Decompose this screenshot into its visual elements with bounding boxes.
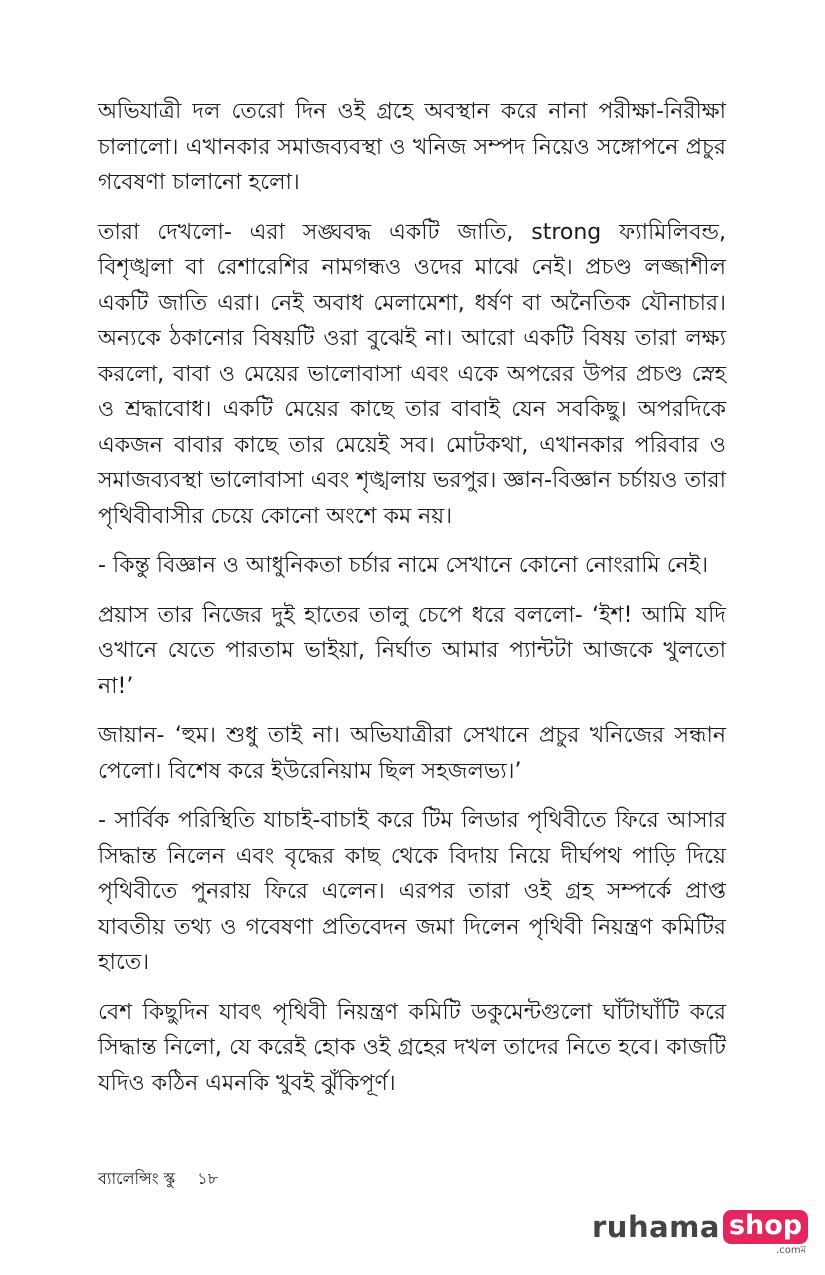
logo-domain-text: .comম [776, 1245, 807, 1256]
paragraph-4: প্রয়াস তার নিজের দুই হাতের তালু চেপে ধরে বললো- ‘ইশ! আমি যদি ওখানে যেতে পারতাম ভাইয়া, নির্ঘাত আমার প্যান্টটা আজকে খুলতো না!’ [98, 602, 726, 699]
paragraph-2: তারা দেখলো- এরা সঙ্ঘবদ্ধ একটি জাতি, strong ফ্যামিলিবন্ড, বিশৃঙ্খলা বা রেশারেশির নামগন্ধও ওদের মাঝে নেই। প্রচণ্ড লজ্জাশীল একটি জাতি এরা। নেই অবাধ মেলামেশা, ধর্ষণ বা অনৈতিক যৌনাচার। অন্যকে ঠকানোর বিষয়টি ওরা বুঝেই না। আরো একটি বিষয় তারা লক্ষ্য করলো, বাবা ও মেয়ের ভালোবাসা এবং একে অপরের উপর প্রচণ্ড স্নেহ ও শ্রদ্ধাবোধ। একটি মেয়ের কাছে তার বাবাই যেন সবকিছু। অপরদিকে একজন বাবার কাছে তার মেয়েই সব। মোটকথা, এখানকার পরিবার ও সমাজব্যবস্থা ভালোবাসা এবং শৃঙ্খলায় ভরপুর। জ্ঞান-বিজ্ঞান চর্চায়ও তারা পৃথিবীবাসীর চেয়ে কোনো অংশে কম নয়। [98, 219, 726, 529]
page-body [98, 94, 726, 1115]
paragraph-3: - কিন্তু বিজ্ঞান ও আধুনিকতা চর্চার নামে সেখানে কোনো নোংরামি নেই। [98, 553, 709, 578]
logo-shop-text: shop [723, 1210, 808, 1244]
logo-shop-badge [723, 1210, 808, 1256]
logo-ruhama-text: ruhama [592, 1210, 720, 1244]
paragraph-5: জায়ান- ‘হুম। শুধু তাই না। অভিযাত্রীরা সেখানে প্রচুর খনিজের সন্ধান পেলো। বিশেষ করে ইউরেনিয়াম ছিল সহজলভ্য।’ [98, 723, 726, 784]
paragraph-1: অভিযাত্রী দল তেরো দিন ওই গ্রহে অবস্থান করে নানা পরীক্ষা-নিরীক্ষা চালালো। এখানকার সমাজব্যবস্থা ও খনিজ সম্পদ নিয়েও সঙ্গোপনে প্রচুর গবেষণা চালানো হলো। [98, 99, 726, 195]
paragraph-7: বেশ কিছুদিন যাবৎ পৃথিবী নিয়ন্ত্রণ কমিটি ডকুমেন্টগুলো ঘাঁটাঘাঁটি করে সিদ্ধান্ত নিলো, যে করেই হোক ওই গ্রহের দখল তাদের নিতে হবে। কাজটি যদিও কঠিন এমনকি খুবই ঝুঁকিপূর্ণ। [98, 999, 726, 1096]
page-number: ১৮ [197, 1169, 218, 1188]
page-footer [98, 1166, 218, 1193]
publisher-logo [592, 1210, 808, 1256]
book-title: ব্যালেন্সিং স্কু [98, 1169, 176, 1188]
paragraph-6: - সার্বিক পরিস্থিতি যাচাই-বাচাই করে টিম লিডার পৃথিবীতে ফিরে আসার সিদ্ধান্ত নিলেন এবং বৃদ্ধের কাছ থেকে বিদায় নিয়ে দীর্ঘপথ পাড়ি দিয়ে পৃথিবীতে পুনরায় ফিরে এলেন। এরপর তারা ওই গ্রহ সম্পর্কে প্রাপ্ত যাবতীয় তথ্য ও গবেষণা প্রতিবেদন জমা দিলেন পৃথিবী নিয়ন্ত্রণ কমিটির হাতে। [98, 808, 726, 975]
